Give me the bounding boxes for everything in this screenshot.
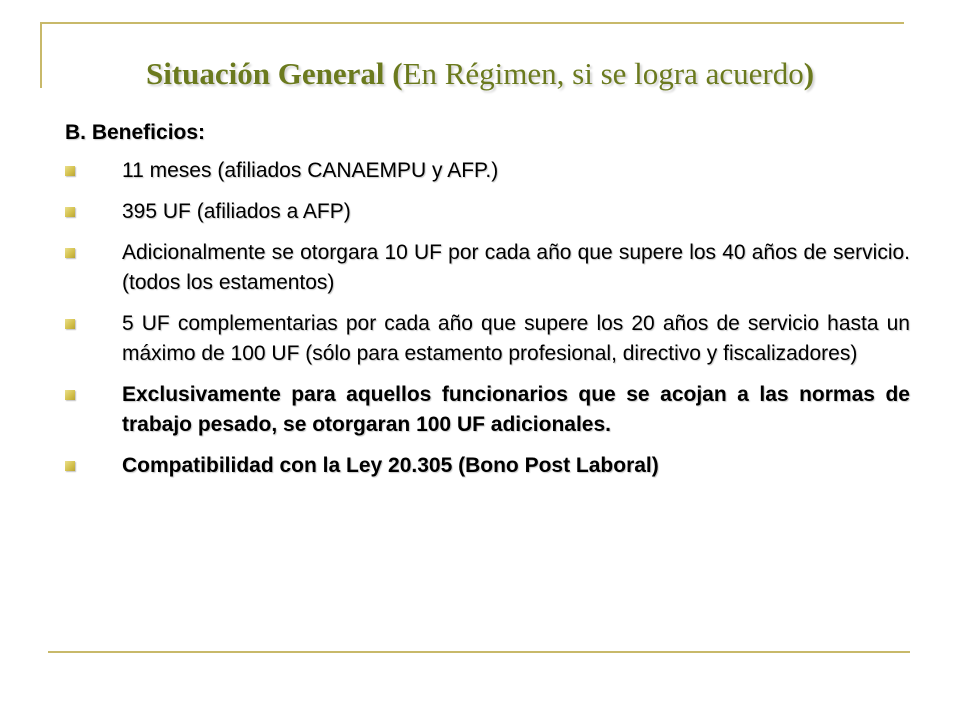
list-item xyxy=(65,156,910,186)
slide-content xyxy=(65,118,910,492)
frame-bottom-line xyxy=(48,651,910,653)
list-item xyxy=(65,238,910,298)
list-item-text: Adicionalmente se otorgara 10 UF por cada año que supere los 40 años de servicio. (todos los estamentos) xyxy=(122,241,910,294)
square-bullet-icon xyxy=(65,248,75,258)
list-item-text: 11 meses (afiliados CANAEMPU y AFP.) xyxy=(122,159,499,182)
list-item xyxy=(65,197,910,227)
list-item-text: Compatibilidad con la Ley 20.305 (Bono Post Laboral) xyxy=(122,454,659,477)
title-strong: Situación General xyxy=(145,56,385,91)
square-bullet-icon xyxy=(65,319,75,329)
slide-title xyxy=(0,55,960,93)
list-item xyxy=(65,380,910,440)
benefits-list xyxy=(65,156,910,481)
list-item xyxy=(65,309,910,369)
list-item-text: Exclusivamente para aquellos funcionarios que se acojan a las normas de trabajo pesado, se otorgaran 100 UF adicionales. xyxy=(122,383,910,436)
square-bullet-icon xyxy=(65,390,75,400)
square-bullet-icon xyxy=(65,461,75,471)
square-bullet-icon xyxy=(65,166,75,176)
title-close-paren: ) xyxy=(803,56,815,91)
list-item-text: 5 UF complementarias por cada año que supere los 20 años de servicio hasta un máximo de 100 UF (sólo para estamento profesional, directivo y fiscalizadores) xyxy=(122,312,910,365)
list-item-text: 395 UF (afiliados a AFP) xyxy=(122,200,351,223)
title-normal: En Régimen, si se logra acuerdo xyxy=(402,56,804,91)
frame-top-line xyxy=(40,22,904,24)
square-bullet-icon xyxy=(65,207,75,217)
title-open-paren: ( xyxy=(384,56,403,91)
list-item xyxy=(65,451,910,481)
section-heading: B. Beneficios: xyxy=(65,121,206,144)
